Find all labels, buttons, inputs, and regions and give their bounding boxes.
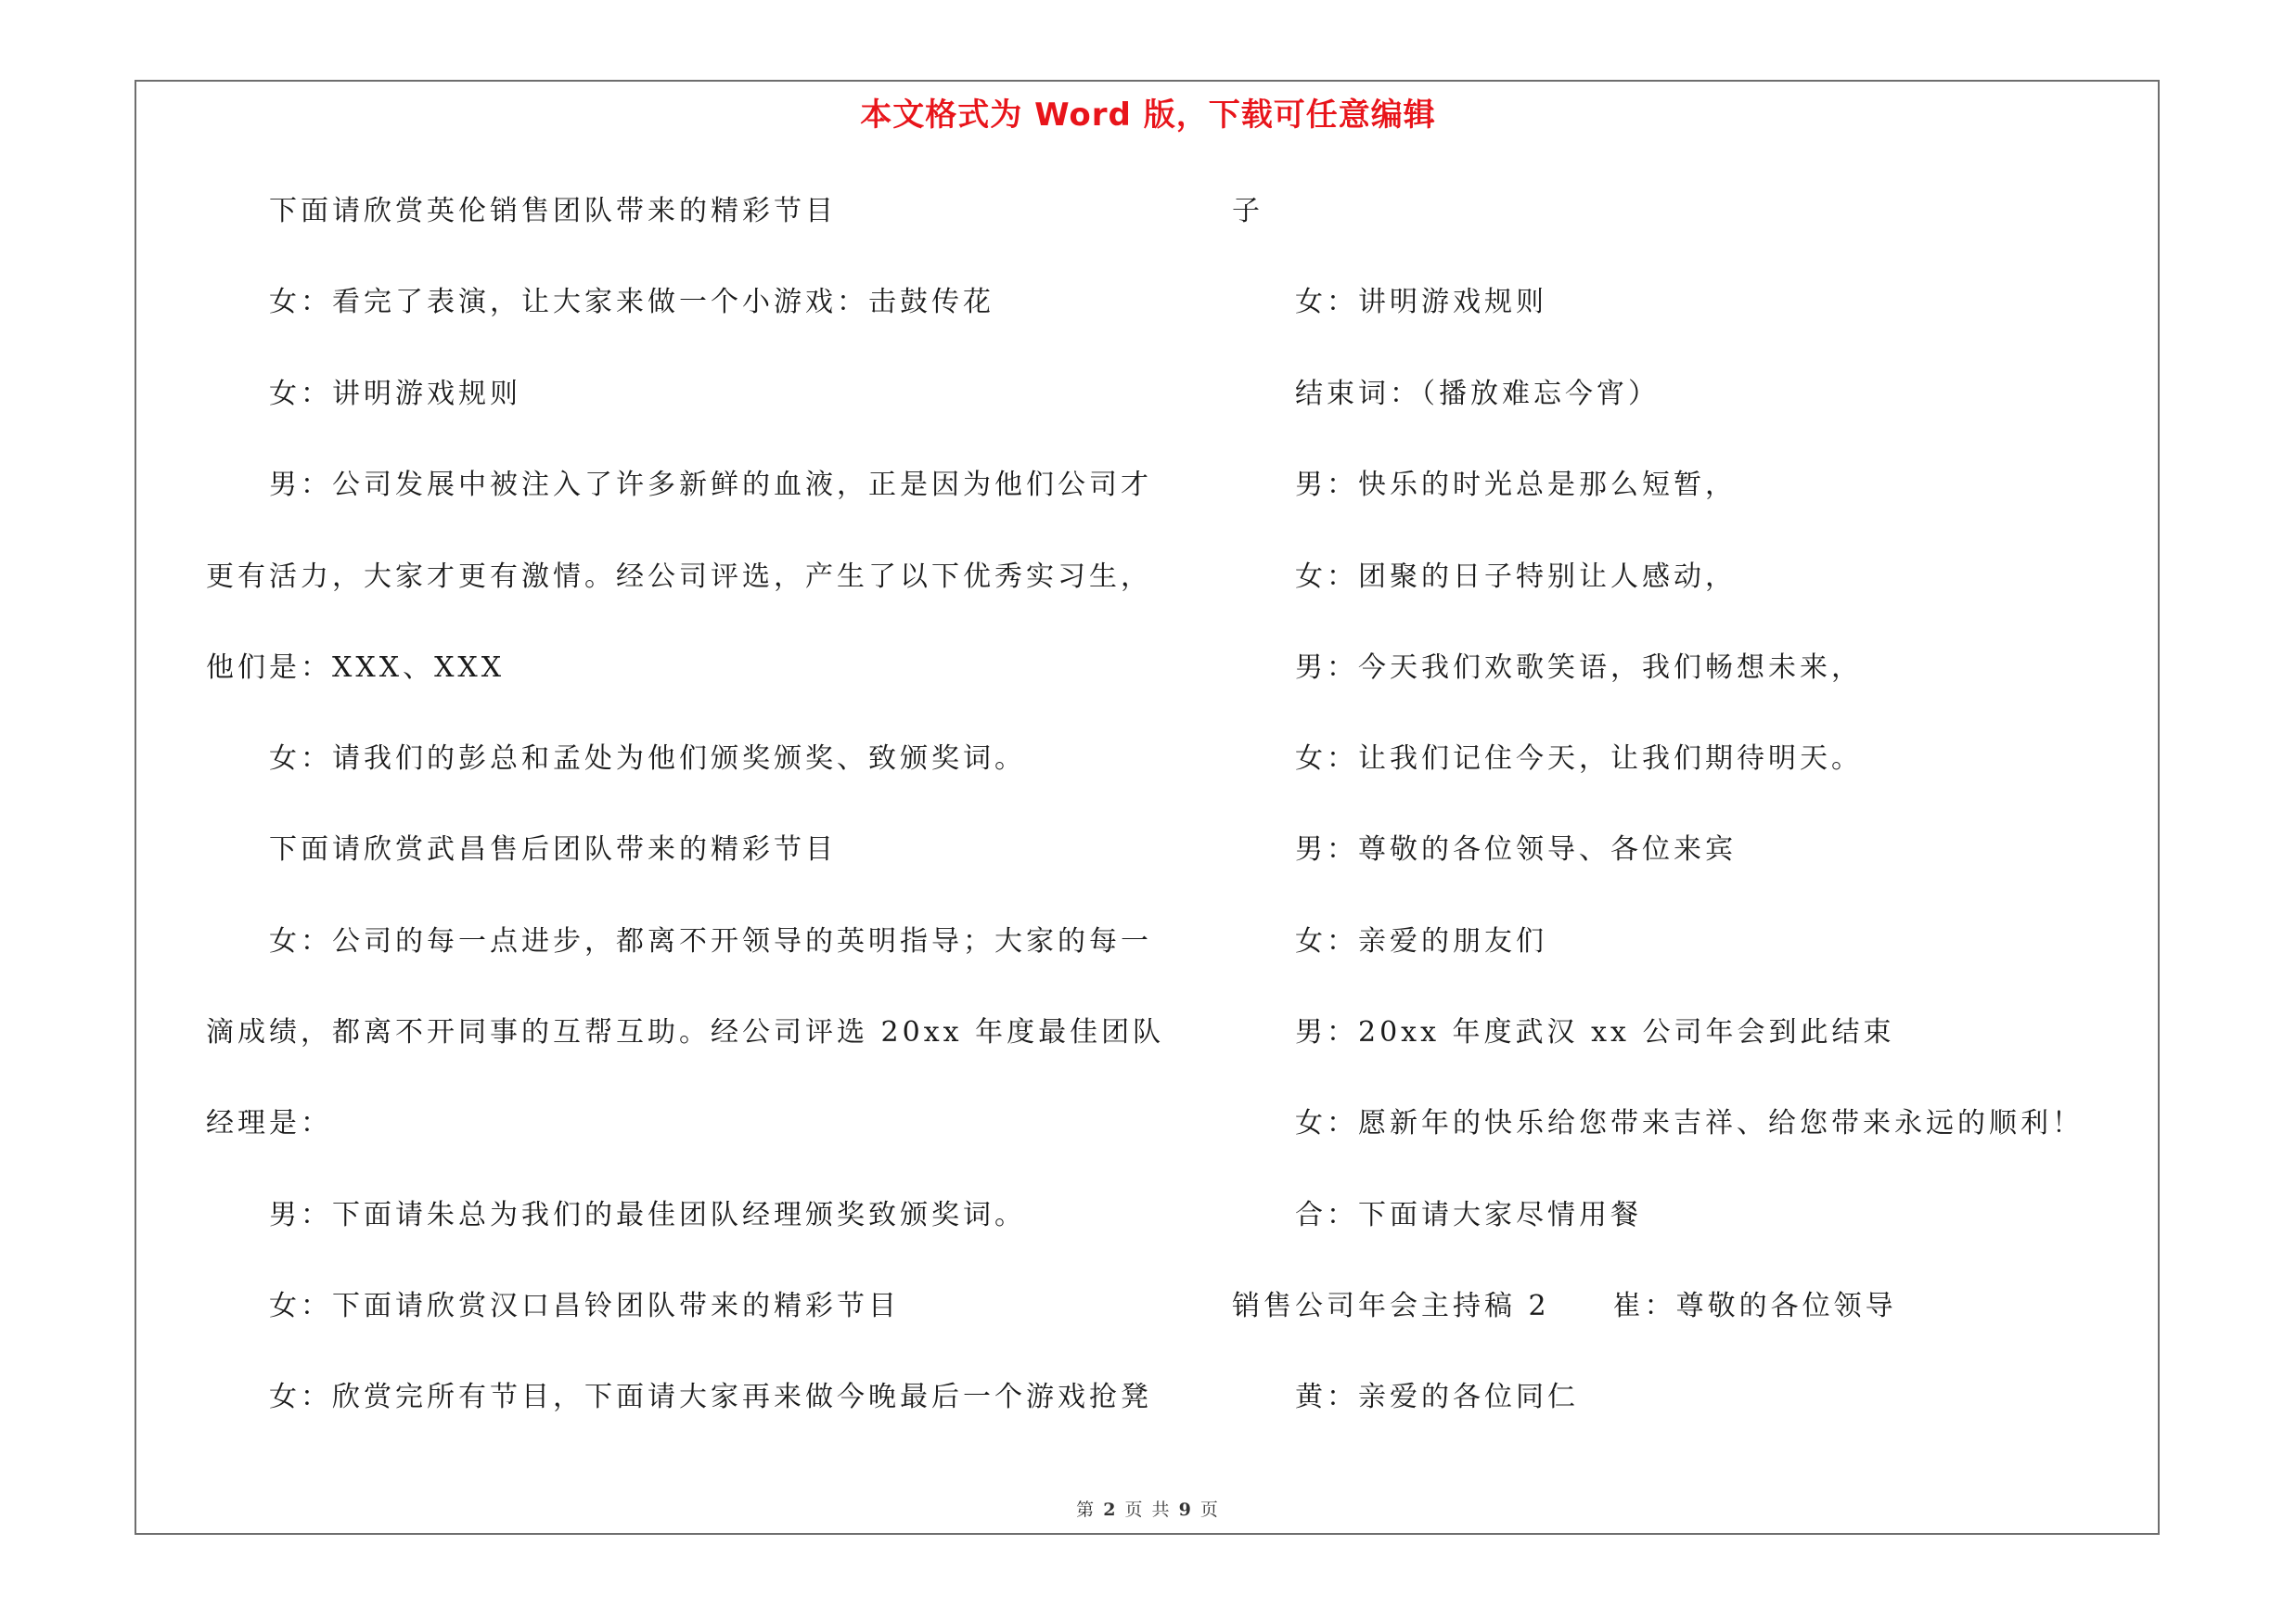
paragraph-line: 男：下面请朱总为我们的最佳团队经理颁奖致颁奖词。 bbox=[269, 1199, 1026, 1231]
paragraph-line: 女：讲明游戏规则 bbox=[269, 378, 521, 410]
section-heading-line: 销售公司年会主持稿 2 崔：尊敬的各位领导 bbox=[1232, 1290, 1897, 1322]
page-footer bbox=[0, 1496, 2296, 1521]
paragraph-line: 他们是：XXX、XXX bbox=[206, 651, 506, 684]
footer-suffix: 页 bbox=[1199, 1500, 1220, 1520]
paragraph-line: 男：尊敬的各位领导、各位来宾 bbox=[1295, 833, 1737, 866]
paragraph-line: 经理是： bbox=[206, 1107, 332, 1140]
total-page-number: 9 bbox=[1178, 1500, 1193, 1520]
paragraph-line: 男：今天我们欢歌笑语，我们畅想未来， bbox=[1295, 651, 1863, 684]
footer-middle: 页 共 bbox=[1124, 1500, 1172, 1520]
current-page-number: 2 bbox=[1103, 1500, 1118, 1520]
paragraph-line: 女：愿新年的快乐给您带来吉祥、给您带来永远的顺利！ bbox=[1295, 1107, 2084, 1140]
format-banner: 本文格式为 Word 版，下载可任意编辑 bbox=[860, 97, 1436, 134]
paragraph-line: 女：亲爱的朋友们 bbox=[1295, 925, 1547, 958]
paragraph-line: 女：讲明游戏规则 bbox=[1295, 286, 1547, 318]
paragraph-line: 更有活力，大家才更有激情。经公司评选，产生了以下优秀实习生， bbox=[206, 560, 1152, 593]
paragraph-line: 女：公司的每一点进步，都离不开领导的英明指导；大家的每一 bbox=[269, 925, 1152, 958]
paragraph-line: 下面请欣赏武昌售后团队带来的精彩节目 bbox=[269, 833, 837, 866]
paragraph-line: 下面请欣赏英伦销售团队带来的精彩节目 bbox=[269, 195, 837, 227]
paragraph-line: 女：下面请欣赏汉口昌铃团队带来的精彩节目 bbox=[269, 1290, 900, 1322]
paragraph-line: 男：快乐的时光总是那么短暂， bbox=[1295, 469, 1737, 501]
paragraph-line: 男：公司发展中被注入了许多新鲜的血液，正是因为他们公司才 bbox=[269, 469, 1152, 501]
paragraph-line: 滴成绩，都离不开同事的互帮互助。经公司评选 20xx 年度最佳团队 bbox=[206, 1016, 1165, 1049]
paragraph-line: 男：20xx 年度武汉 xx 公司年会到此结束 bbox=[1295, 1016, 1895, 1049]
paragraph-line: 女：看完了表演，让大家来做一个小游戏：击鼓传花 bbox=[269, 286, 994, 318]
paragraph-line: 结束词：（播放难忘今宵） bbox=[1295, 378, 1660, 410]
paragraph-line: 女：团聚的日子特别让人感动， bbox=[1295, 560, 1737, 593]
paragraph-line: 子 bbox=[1232, 195, 1263, 227]
paragraph-line: 女：请我们的彭总和孟处为他们颁奖颁奖、致颁奖词。 bbox=[269, 742, 1026, 775]
paragraph-line: 合：下面请大家尽情用餐 bbox=[1295, 1199, 1642, 1231]
footer-prefix: 第 bbox=[1076, 1500, 1097, 1520]
paragraph-line: 女：让我们记住今天，让我们期待明天。 bbox=[1295, 742, 1863, 775]
paragraph-line: 女：欣赏完所有节目，下面请大家再来做今晚最后一个游戏抢凳 bbox=[269, 1381, 1152, 1413]
paragraph-line: 黄：亲爱的各位同仁 bbox=[1295, 1381, 1579, 1413]
